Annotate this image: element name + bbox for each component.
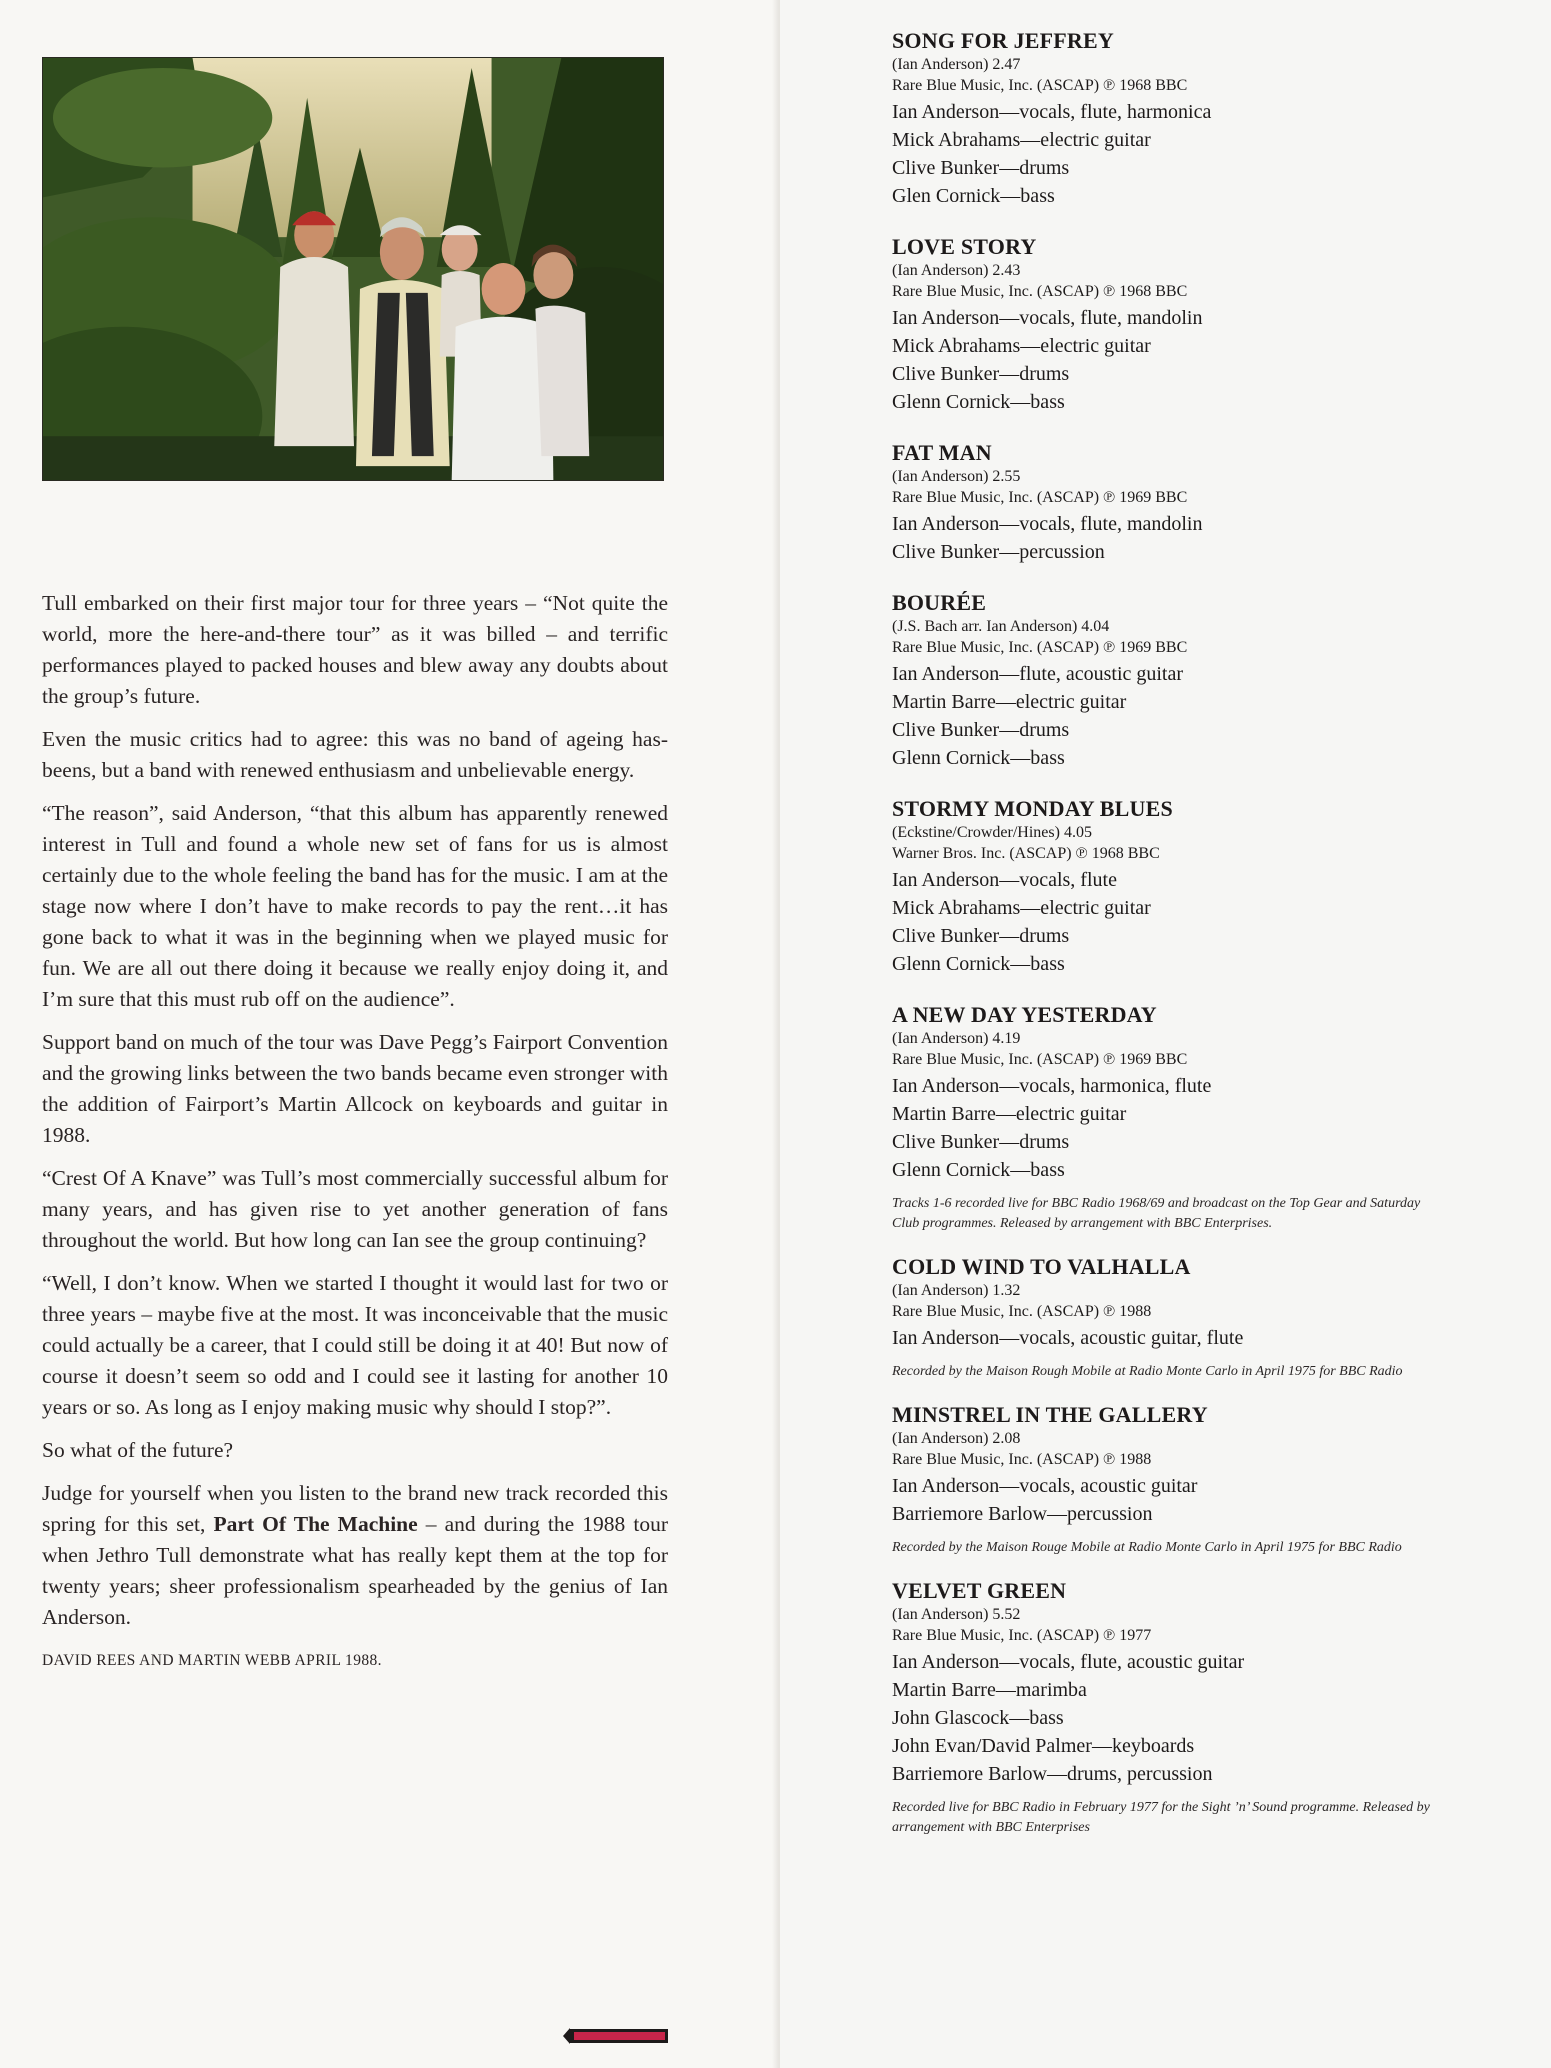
- personnel-line: Clive Bunker—drums: [892, 1131, 1070, 1153]
- track-personnel: [892, 510, 1452, 566]
- personnel-line: Mick Abrahams—electric guitar: [892, 897, 1151, 919]
- article-paragraph: Tull embarked on their first major tour for three years – “Not quite the world, more the here-and-there tour” as it was billed – and terrific performances played to packed houses and blew away any doubts about the group’s future.: [42, 591, 668, 708]
- track-personnel: [892, 98, 1452, 210]
- track-credit: (Ian Anderson) 2.47: [892, 56, 1021, 73]
- track-personnel: [892, 1648, 1452, 1788]
- track-list: [892, 28, 1452, 1858]
- track-title: FAT MAN: [892, 440, 992, 465]
- personnel-line: Martin Barre—marimba: [892, 1679, 1087, 1701]
- byline: DAVID REES AND MARTIN WEBB APRIL 1988.: [42, 1652, 382, 1669]
- article-text: [42, 588, 668, 1676]
- article-paragraph: Support band on much of the tour was Dave Pegg’s Fairport Convention and the growing links between the two bands became even stronger with the addition of Fairport’s Martin Allcock on keyboards and guitar in 1988.: [42, 1030, 668, 1147]
- personnel-line: Ian Anderson—vocals, harmonica, flute: [892, 1075, 1212, 1097]
- personnel-line: Glenn Cornick—bass: [892, 391, 1065, 413]
- track-entry: [892, 796, 1452, 978]
- personnel-line: Ian Anderson—vocals, flute, mandolin: [892, 513, 1203, 535]
- personnel-line: Glenn Cornick—bass: [892, 953, 1065, 975]
- recording-note: Recorded by the Maison Rouge Mobile at Radio Monte Carlo in April 1975 for BBC Radio: [892, 1540, 1402, 1555]
- track-entry: [892, 1402, 1452, 1558]
- track-credit: (J.S. Bach arr. Ian Anderson) 4.04: [892, 618, 1110, 635]
- article-paragraph: “Well, I don’t know. When we started I thought it would last for two or three years – maybe five at the most. It was inconceivable that the music could actually be a career, that I could still be doing it at 40! But now of course it doesn’t seem so odd and I could see it lasting for another 10 years or so. As long as I enjoy making music why should I stop?”.: [42, 1271, 668, 1419]
- track-title: MINSTREL IN THE GALLERY: [892, 1402, 1208, 1427]
- personnel-line: Mick Abrahams—electric guitar: [892, 335, 1151, 357]
- track-title: BOURÉE: [892, 590, 987, 615]
- article-paragraph: “Crest Of A Knave” was Tull’s most commercially successful album for many years, and has given rise to yet another generation of fans throughout the world. But how long can Ian see the group continuing?: [42, 1166, 668, 1252]
- personnel-line: Ian Anderson—vocals, flute, harmonica: [892, 101, 1212, 123]
- personnel-line: Ian Anderson—vocals, acoustic guitar: [892, 1475, 1198, 1497]
- article-paragraph: So what of the future?: [42, 1438, 234, 1462]
- track-credit: (Ian Anderson) 1.32: [892, 1282, 1021, 1299]
- personnel-line: Clive Bunker—drums: [892, 157, 1070, 179]
- personnel-line: Martin Barre—electric guitar: [892, 691, 1127, 713]
- personnel-line: Ian Anderson—flute, acoustic guitar: [892, 663, 1184, 685]
- track-title: A NEW DAY YESTERDAY: [892, 1002, 1157, 1027]
- personnel-line: Mick Abrahams—electric guitar: [892, 129, 1151, 151]
- personnel-line: Barriemore Barlow—drums, percussion: [892, 1763, 1213, 1785]
- band-photo: [42, 57, 664, 481]
- track-title: COLD WIND TO VALHALLA: [892, 1254, 1191, 1279]
- track-publisher: Rare Blue Music, Inc. (ASCAP) ℗ 1968 BBC: [892, 77, 1188, 94]
- personnel-line: Martin Barre—electric guitar: [892, 1103, 1127, 1125]
- recording-note: Tracks 1-6 recorded live for BBC Radio 1968/69 and broadcast on the Top Gear and Saturday Club programmes. Released by arrangement with BBC Enterprises.: [892, 1196, 1421, 1231]
- recording-note: Recorded live for BBC Radio in February 1977 for the Sight ’n’ Sound programme. Released by arrangement with BBC Enterprises: [892, 1800, 1430, 1835]
- track-entry: [892, 440, 1452, 566]
- track-publisher: Rare Blue Music, Inc. (ASCAP) ℗ 1988: [892, 1451, 1152, 1468]
- track-credit: (Ian Anderson) 5.52: [892, 1606, 1021, 1623]
- track-personnel: [892, 866, 1452, 978]
- article-paragraph: Even the music critics had to agree: this was no band of ageing has-beens, but a band with renewed enthusiasm and unbelievable energy.: [42, 727, 668, 782]
- personnel-line: Clive Bunker—drums: [892, 363, 1070, 385]
- track-publisher: Rare Blue Music, Inc. (ASCAP) ℗ 1977: [892, 1627, 1152, 1644]
- track-personnel: [892, 1072, 1452, 1184]
- article-paragraph: “The reason”, said Anderson, “that this album has apparently renewed interest in Tull and found a whole new set of fans for us is almost certainly due to the whole feeling the band has for the music. I am at the stage now where I don’t have to make records to pay the rent…it has gone back to what it was in the beginning when we played music for fun. We are all out there doing it because we really enjoy doing it, and I’m sure that this must rub off on the audience”.: [42, 801, 668, 1011]
- personnel-line: Ian Anderson—vocals, flute, mandolin: [892, 307, 1203, 329]
- final-paragraph-start: Judge for yourself when you listen to the brand new track recorded this spring for this set,: [42, 1481, 668, 1536]
- track-title: LOVE STORY: [892, 234, 1037, 259]
- track-personnel: [892, 1324, 1452, 1352]
- personnel-line: Glenn Cornick—bass: [892, 1159, 1065, 1181]
- track-personnel: [892, 304, 1452, 416]
- recording-note: Recorded by the Maison Rough Mobile at Radio Monte Carlo in April 1975 for BBC Radio: [892, 1364, 1403, 1379]
- personnel-line: Ian Anderson—vocals, flute, acoustic guitar: [892, 1651, 1245, 1673]
- track-title: SONG FOR JEFFREY: [892, 28, 1114, 53]
- track-credit: (Ian Anderson) 2.55: [892, 468, 1021, 485]
- page-marker-icon: [562, 2027, 670, 2045]
- final-paragraph-end: – and during the 1988 tour when Jethro Tull demonstrate what has really kept them at the top for twenty years; sheer professionalism spearheaded by the genius of Ian Anderson.: [42, 1512, 668, 1629]
- track-highlight: Part Of The Machine: [213, 1512, 418, 1536]
- personnel-line: Ian Anderson—vocals, acoustic guitar, flute: [892, 1327, 1244, 1349]
- track-entry: [892, 1254, 1452, 1382]
- track-credit: (Ian Anderson) 2.43: [892, 262, 1021, 279]
- right-page: [780, 0, 1551, 2068]
- track-publisher: Rare Blue Music, Inc. (ASCAP) ℗ 1988: [892, 1303, 1152, 1320]
- track-publisher: Warner Bros. Inc. (ASCAP) ℗ 1968 BBC: [892, 845, 1160, 862]
- track-publisher: Rare Blue Music, Inc. (ASCAP) ℗ 1969 BBC: [892, 639, 1188, 656]
- track-publisher: Rare Blue Music, Inc. (ASCAP) ℗ 1968 BBC: [892, 283, 1188, 300]
- personnel-line: Clive Bunker—percussion: [892, 541, 1105, 563]
- track-title: VELVET GREEN: [892, 1578, 1067, 1603]
- track-entry: [892, 590, 1452, 772]
- personnel-line: John Evan/David Palmer—keyboards: [892, 1735, 1195, 1757]
- track-personnel: [892, 1472, 1452, 1528]
- track-publisher: Rare Blue Music, Inc. (ASCAP) ℗ 1969 BBC: [892, 489, 1188, 506]
- personnel-line: John Glascock—bass: [892, 1707, 1064, 1729]
- band-photo-image: [43, 58, 663, 480]
- personnel-line: Clive Bunker—drums: [892, 719, 1070, 741]
- personnel-line: Glenn Cornick—bass: [892, 747, 1065, 769]
- personnel-line: Glen Cornick—bass: [892, 185, 1055, 207]
- personnel-line: Ian Anderson—vocals, flute: [892, 869, 1117, 891]
- personnel-line: Barriemore Barlow—percussion: [892, 1503, 1153, 1525]
- track-entry: [892, 28, 1452, 210]
- article-paragraph-final: [42, 1478, 668, 1633]
- track-credit: (Ian Anderson) 2.08: [892, 1430, 1021, 1447]
- track-entry: [892, 1578, 1452, 1838]
- track-title: STORMY MONDAY BLUES: [892, 796, 1173, 821]
- track-credit: (Eckstine/Crowder/Hines) 4.05: [892, 824, 1092, 841]
- track-credit: (Ian Anderson) 4.19: [892, 1030, 1021, 1047]
- personnel-line: Clive Bunker—drums: [892, 925, 1070, 947]
- track-entry: [892, 234, 1452, 416]
- track-personnel: [892, 660, 1452, 772]
- track-entry: [892, 1002, 1452, 1234]
- track-publisher: Rare Blue Music, Inc. (ASCAP) ℗ 1969 BBC: [892, 1051, 1188, 1068]
